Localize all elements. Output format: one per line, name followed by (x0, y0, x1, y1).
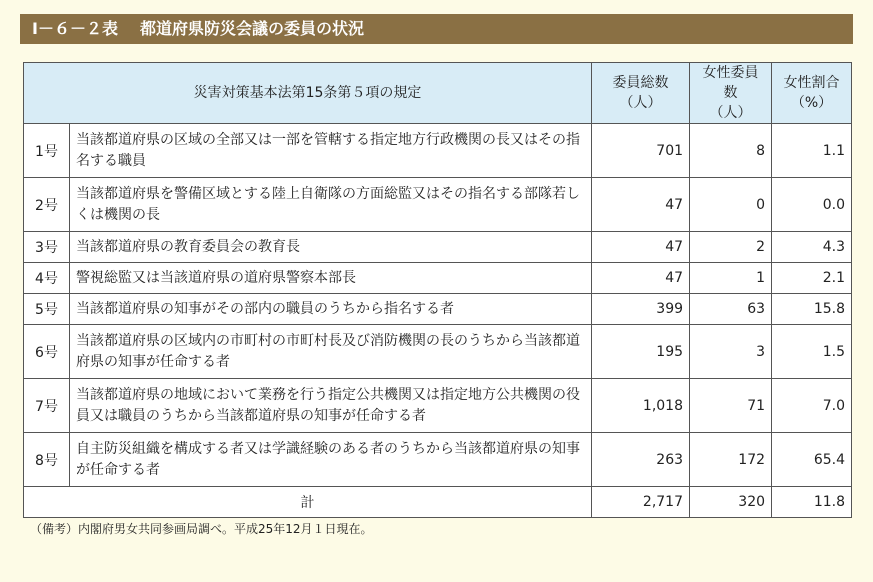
row-number: 1号 (24, 124, 70, 178)
row-description: 自主防災組織を構成する者又は学識経験のある者のうちから当該都道府県の知事が任命する者 (70, 433, 592, 487)
row-female-members: 172 (690, 433, 772, 487)
row-female-members: 8 (690, 124, 772, 178)
total-female-members: 320 (690, 487, 772, 518)
row-female-ratio: 0.0 (772, 178, 852, 232)
row-description: 当該都道府県の区域の全部又は一部を管轄する指定地方行政機関の長又はその指名する職員 (70, 124, 592, 178)
total-row (24, 487, 852, 518)
header-female-ratio: 女性割合 （%） (772, 63, 852, 124)
row-total-members: 47 (592, 178, 690, 232)
table-row (24, 178, 852, 232)
row-number: 8号 (24, 433, 70, 487)
table-row (24, 379, 852, 433)
row-number: 3号 (24, 232, 70, 263)
row-female-members: 2 (690, 232, 772, 263)
row-description: 警視総監又は当該道府県の道府県警察本部長 (70, 263, 592, 294)
source-note: （備考）内閣府男女共同参画局調べ。平成25年12月１日現在。 (30, 522, 373, 536)
row-number: 2号 (24, 178, 70, 232)
header-provision: 災害対策基本法第15条第５項の規定 (24, 63, 592, 124)
row-female-ratio: 2.1 (772, 263, 852, 294)
row-description: 当該都道府県を警備区域とする陸上自衛隊の方面総監又はその指名する部隊若しくは機関の長 (70, 178, 592, 232)
header-total-members: 委員総数 （人） (592, 63, 690, 124)
table-row (24, 325, 852, 379)
table-row (24, 433, 852, 487)
table-title: 都道府県防災会議の委員の状況 (139, 19, 364, 38)
row-female-members: 3 (690, 325, 772, 379)
total-female-ratio: 11.8 (772, 487, 852, 518)
row-number: 6号 (24, 325, 70, 379)
table-number: Ⅰ－６－２表 (32, 19, 118, 38)
total-label: 計 (24, 487, 592, 518)
row-number: 5号 (24, 294, 70, 325)
row-description: 当該都道府県の区域内の市町村の市町村長及び消防機関の長のうちから当該都道府県の知事が任命する者 (70, 325, 592, 379)
row-description: 当該都道府県の地域において業務を行う指定公共機関又は指定地方公共機関の役員又は職員のうちから当該都道府県の知事が任命する者 (70, 379, 592, 433)
row-total-members: 1,018 (592, 379, 690, 433)
row-female-ratio: 7.0 (772, 379, 852, 433)
row-female-members: 1 (690, 263, 772, 294)
row-female-ratio: 1.5 (772, 325, 852, 379)
row-description: 当該都道府県の教育委員会の教育長 (70, 232, 592, 263)
row-female-members: 63 (690, 294, 772, 325)
row-female-ratio: 1.1 (772, 124, 852, 178)
row-female-ratio: 4.3 (772, 232, 852, 263)
table-row (24, 232, 852, 263)
table-row (24, 263, 852, 294)
row-total-members: 47 (592, 232, 690, 263)
table-row (24, 294, 852, 325)
total-members: 2,717 (592, 487, 690, 518)
table-body (24, 124, 852, 518)
row-number: 7号 (24, 379, 70, 433)
row-total-members: 701 (592, 124, 690, 178)
row-female-members: 71 (690, 379, 772, 433)
table-row (24, 124, 852, 178)
row-total-members: 47 (592, 263, 690, 294)
row-female-members: 0 (690, 178, 772, 232)
table-title-bar (20, 14, 853, 44)
header-female-members: 女性委員数 （人） (690, 63, 772, 124)
row-total-members: 399 (592, 294, 690, 325)
row-number: 4号 (24, 263, 70, 294)
committee-table (23, 62, 852, 518)
row-female-ratio: 15.8 (772, 294, 852, 325)
row-total-members: 195 (592, 325, 690, 379)
row-description: 当該都道府県の知事がその部内の職員のうちから指名する者 (70, 294, 592, 325)
row-total-members: 263 (592, 433, 690, 487)
row-female-ratio: 65.4 (772, 433, 852, 487)
